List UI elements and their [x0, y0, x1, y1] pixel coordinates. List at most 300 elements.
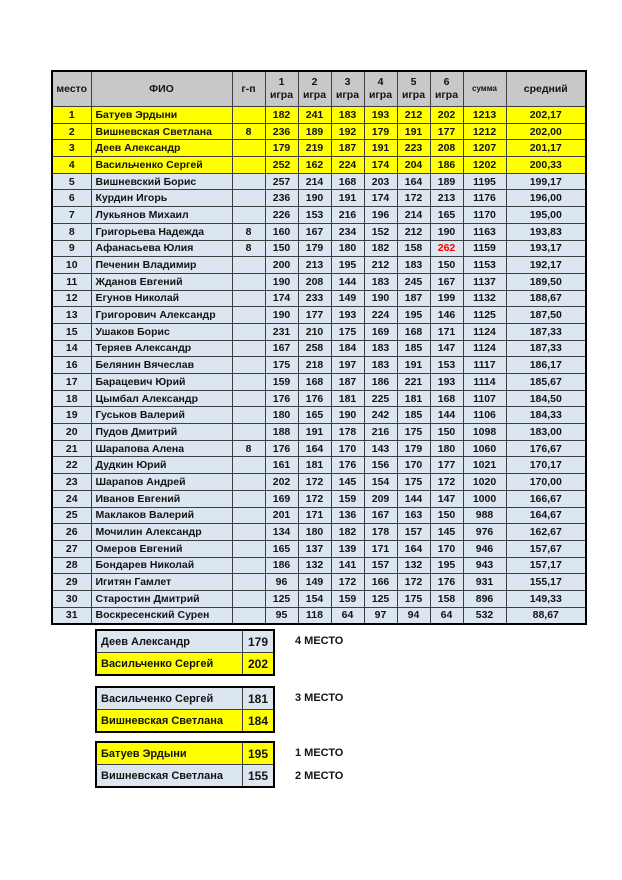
cell-avg: 176,67 [506, 440, 586, 457]
cell-game-1: 95 [265, 607, 298, 624]
cell-place: 15 [52, 323, 91, 340]
header-game-5 [397, 71, 430, 107]
cell-game-4: 166 [364, 574, 397, 591]
table-row [52, 590, 586, 607]
cell-name: Игитян Гамлет [91, 574, 232, 591]
cell-gp [232, 607, 265, 624]
cell-game-6: 150 [430, 257, 463, 274]
cell-game-2: 153 [298, 207, 331, 224]
cell-game-4: 242 [364, 407, 397, 424]
cell-game-6: 145 [430, 524, 463, 541]
cell-game-2: 189 [298, 123, 331, 140]
cell-game-6: 150 [430, 424, 463, 441]
cell-game-6: 147 [430, 340, 463, 357]
cell-game-2: 210 [298, 323, 331, 340]
playoff-score: 179 [243, 630, 275, 653]
table-row [52, 374, 586, 391]
cell-game-3: 193 [331, 307, 364, 324]
cell-game-5: 212 [397, 107, 430, 124]
cell-place: 18 [52, 390, 91, 407]
header-game-4-label: игра [368, 89, 393, 101]
cell-gp [232, 557, 265, 574]
cell-place: 25 [52, 507, 91, 524]
table-row [52, 607, 586, 624]
cell-name: Вишневская Светлана [91, 123, 232, 140]
header-game-6-label: игра [434, 89, 459, 101]
cell-game-1: 226 [265, 207, 298, 224]
cell-game-4: 193 [364, 107, 397, 124]
cell-game-6: 170 [430, 540, 463, 557]
table-row [52, 307, 586, 324]
header-sum: сумма [463, 71, 506, 107]
cell-name: Дудкин Юрий [91, 457, 232, 474]
place-label [295, 710, 343, 733]
cell-game-2: 154 [298, 590, 331, 607]
cell-game-3: 159 [331, 590, 364, 607]
cell-game-2: 168 [298, 374, 331, 391]
cell-game-2: 167 [298, 223, 331, 240]
cell-name: Иванов Евгений [91, 490, 232, 507]
cell-game-5: 245 [397, 273, 430, 290]
cell-name: Маклаков Валерий [91, 507, 232, 524]
cell-place: 5 [52, 173, 91, 190]
cell-game-4: 143 [364, 440, 397, 457]
cell-game-5: 163 [397, 507, 430, 524]
cell-avg: 162,67 [506, 524, 586, 541]
cell-game-6: 202 [430, 107, 463, 124]
cell-gp [232, 340, 265, 357]
header-game-3-num: 3 [344, 76, 351, 89]
cell-game-1: 134 [265, 524, 298, 541]
cell-game-5: 158 [397, 240, 430, 257]
cell-game-1: 125 [265, 590, 298, 607]
header-game-6 [430, 71, 463, 107]
table-row [52, 123, 586, 140]
cell-gp [232, 323, 265, 340]
playoff-score: 195 [243, 742, 275, 765]
cell-place: 9 [52, 240, 91, 257]
table-row [52, 440, 586, 457]
cell-gp [232, 507, 265, 524]
cell-game-6: 193 [430, 374, 463, 391]
cell-avg: 196,00 [506, 190, 586, 207]
header-place: место [52, 71, 91, 107]
table-row [52, 524, 586, 541]
cell-game-1: 176 [265, 440, 298, 457]
cell-game-6: 158 [430, 590, 463, 607]
cell-game-3: 187 [331, 374, 364, 391]
cell-game-3: 159 [331, 490, 364, 507]
cell-avg: 201,17 [506, 140, 586, 157]
cell-name: Курдин Игорь [91, 190, 232, 207]
cell-game-1: 236 [265, 123, 298, 140]
playoff-player-name: Васильченко Сергей [96, 653, 243, 676]
cell-game-6: 177 [430, 123, 463, 140]
cell-gp [232, 574, 265, 591]
cell-avg: 202,17 [506, 107, 586, 124]
cell-game-2: 181 [298, 457, 331, 474]
cell-place: 3 [52, 140, 91, 157]
cell-game-1: 190 [265, 273, 298, 290]
cell-game-4: 156 [364, 457, 397, 474]
cell-avg: 170,00 [506, 474, 586, 491]
cell-game-2: 165 [298, 407, 331, 424]
cell-sum: 1000 [463, 490, 506, 507]
cell-sum: 1124 [463, 340, 506, 357]
cell-avg: 188,67 [506, 290, 586, 307]
cell-game-4: 224 [364, 307, 397, 324]
table-row [52, 240, 586, 257]
cell-game-4: 154 [364, 474, 397, 491]
cell-game-2: 191 [298, 424, 331, 441]
cell-game-4: 179 [364, 123, 397, 140]
header-game-4 [364, 71, 397, 107]
cell-gp [232, 273, 265, 290]
table-row [52, 407, 586, 424]
cell-game-3: 197 [331, 357, 364, 374]
cell-gp [232, 257, 265, 274]
cell-game-2: 213 [298, 257, 331, 274]
playoff-notes [295, 629, 343, 676]
table-row [52, 390, 586, 407]
cell-game-5: 212 [397, 223, 430, 240]
cell-game-2: 162 [298, 157, 331, 174]
cell-name: Бондарев Николай [91, 557, 232, 574]
header-avg: средний [506, 71, 586, 107]
cell-name: Григорович Александр [91, 307, 232, 324]
cell-game-5: 168 [397, 323, 430, 340]
cell-game-4: 125 [364, 590, 397, 607]
place-label: 1 МЕСТО [295, 747, 344, 759]
cell-game-3: 234 [331, 223, 364, 240]
cell-game-1: 165 [265, 540, 298, 557]
playoff-row [96, 742, 274, 765]
table-row [52, 457, 586, 474]
cell-game-1: 175 [265, 357, 298, 374]
cell-game-6: 262 [430, 240, 463, 257]
header-game-5-label: игра [401, 89, 426, 101]
table-row [52, 173, 586, 190]
cell-place: 19 [52, 407, 91, 424]
cell-sum: 1137 [463, 273, 506, 290]
cell-game-5: 181 [397, 390, 430, 407]
cell-sum: 1117 [463, 357, 506, 374]
cell-game-3: 170 [331, 440, 364, 457]
cell-game-3: 191 [331, 190, 364, 207]
cell-game-2: 176 [298, 390, 331, 407]
cell-game-1: 176 [265, 390, 298, 407]
cell-game-5: 183 [397, 257, 430, 274]
playoff-row [96, 687, 274, 710]
playoff-player-name: Вишневская Светлана [96, 765, 243, 788]
cell-game-5: 175 [397, 424, 430, 441]
cell-avg: 189,50 [506, 273, 586, 290]
cell-name: Омеров Евгений [91, 540, 232, 557]
cell-place: 14 [52, 340, 91, 357]
header-game-2-label: игра [302, 89, 327, 101]
cell-game-2: 172 [298, 474, 331, 491]
header-fio: ФИО [91, 71, 232, 107]
cell-game-2: 219 [298, 140, 331, 157]
table-row [52, 574, 586, 591]
table-row [52, 540, 586, 557]
cell-avg: 187,50 [506, 307, 586, 324]
cell-game-4: 183 [364, 273, 397, 290]
cell-gp [232, 390, 265, 407]
cell-game-3: 184 [331, 340, 364, 357]
cell-gp: 8 [232, 240, 265, 257]
cell-game-4: 157 [364, 557, 397, 574]
cell-game-2: 218 [298, 357, 331, 374]
cell-name: Шарапова Алена [91, 440, 232, 457]
place-label: 4 МЕСТО [295, 635, 344, 647]
table-row [52, 207, 586, 224]
cell-game-6: 153 [430, 357, 463, 374]
cell-game-5: 132 [397, 557, 430, 574]
cell-game-2: 208 [298, 273, 331, 290]
playoff-player-name: Васильченко Сергей [96, 687, 243, 710]
cell-game-5: 157 [397, 524, 430, 541]
cell-name: Гуськов Валерий [91, 407, 232, 424]
cell-name: Воскресенский Сурен [91, 607, 232, 624]
cell-gp: 8 [232, 440, 265, 457]
cell-game-4: 212 [364, 257, 397, 274]
playoff-notes [295, 741, 343, 788]
cell-game-6: 165 [430, 207, 463, 224]
cell-game-1: 200 [265, 257, 298, 274]
cell-gp [232, 207, 265, 224]
cell-avg: 170,17 [506, 457, 586, 474]
cell-game-4: 186 [364, 374, 397, 391]
cell-game-1: 236 [265, 190, 298, 207]
cell-game-2: 179 [298, 240, 331, 257]
cell-game-6: 199 [430, 290, 463, 307]
cell-name: Вишневский Борис [91, 173, 232, 190]
cell-avg: 202,00 [506, 123, 586, 140]
cell-game-4: 203 [364, 173, 397, 190]
cell-name: Печенин Владимир [91, 257, 232, 274]
cell-game-5: 221 [397, 374, 430, 391]
cell-place: 28 [52, 557, 91, 574]
cell-avg: 157,17 [506, 557, 586, 574]
cell-sum: 1114 [463, 374, 506, 391]
cell-name: Белянин Вячеслав [91, 357, 232, 374]
cell-gp [232, 107, 265, 124]
cell-game-6: 147 [430, 490, 463, 507]
cell-avg: 157,67 [506, 540, 586, 557]
table-row [52, 490, 586, 507]
cell-name: Барацевич Юрий [91, 374, 232, 391]
cell-place: 4 [52, 157, 91, 174]
cell-sum: 1107 [463, 390, 506, 407]
cell-game-1: 174 [265, 290, 298, 307]
cell-game-1: 186 [265, 557, 298, 574]
cell-game-2: 177 [298, 307, 331, 324]
cell-game-4: 152 [364, 223, 397, 240]
cell-game-5: 185 [397, 407, 430, 424]
cell-game-3: 175 [331, 323, 364, 340]
cell-game-6: 177 [430, 457, 463, 474]
cell-avg: 149,33 [506, 590, 586, 607]
cell-game-3: 195 [331, 257, 364, 274]
cell-place: 27 [52, 540, 91, 557]
cell-sum: 931 [463, 574, 506, 591]
playoff-table [95, 629, 275, 676]
cell-name: Мочилин Александр [91, 524, 232, 541]
cell-place: 12 [52, 290, 91, 307]
cell-game-6: 171 [430, 323, 463, 340]
cell-game-4: 183 [364, 357, 397, 374]
cell-game-5: 170 [397, 457, 430, 474]
cell-place: 11 [52, 273, 91, 290]
cell-name: Жданов Евгений [91, 273, 232, 290]
cell-game-2: 233 [298, 290, 331, 307]
cell-game-5: 187 [397, 290, 430, 307]
cell-sum: 1213 [463, 107, 506, 124]
playoff-table [95, 686, 275, 733]
cell-gp [232, 474, 265, 491]
cell-game-4: 169 [364, 323, 397, 340]
playoff-player-name: Вишневская Светлана [96, 710, 243, 733]
cell-sum: 532 [463, 607, 506, 624]
cell-place: 29 [52, 574, 91, 591]
cell-game-4: 174 [364, 190, 397, 207]
cell-sum: 943 [463, 557, 506, 574]
cell-game-3: 145 [331, 474, 364, 491]
cell-game-5: 191 [397, 123, 430, 140]
cell-sum: 976 [463, 524, 506, 541]
cell-game-1: 180 [265, 407, 298, 424]
cell-name: Пудов Дмитрий [91, 424, 232, 441]
cell-sum: 1212 [463, 123, 506, 140]
cell-place: 10 [52, 257, 91, 274]
cell-game-1: 150 [265, 240, 298, 257]
cell-sum: 1106 [463, 407, 506, 424]
playoff-row [96, 765, 274, 788]
cell-game-1: 201 [265, 507, 298, 524]
header-game-2-num: 2 [311, 76, 318, 89]
cell-game-4: 216 [364, 424, 397, 441]
cell-game-5: 214 [397, 207, 430, 224]
cell-game-5: 175 [397, 590, 430, 607]
cell-game-4: 225 [364, 390, 397, 407]
cell-game-2: 190 [298, 190, 331, 207]
cell-game-2: 241 [298, 107, 331, 124]
cell-sum: 1176 [463, 190, 506, 207]
cell-name: Батуев Эрдыни [91, 107, 232, 124]
cell-game-4: 183 [364, 340, 397, 357]
table-row [52, 424, 586, 441]
cell-game-3: 136 [331, 507, 364, 524]
cell-name: Васильченко Сергей [91, 157, 232, 174]
cell-game-4: 190 [364, 290, 397, 307]
cell-sum: 896 [463, 590, 506, 607]
cell-avg: 193,83 [506, 223, 586, 240]
table-row [52, 107, 586, 124]
header-game-1-num: 1 [278, 76, 285, 89]
cell-name: Афанасьева Юлия [91, 240, 232, 257]
cell-game-4: 171 [364, 540, 397, 557]
header-game-4-num: 4 [377, 76, 384, 89]
cell-game-1: 96 [265, 574, 298, 591]
playoff-score: 202 [243, 653, 275, 676]
cell-gp [232, 173, 265, 190]
table-row [52, 140, 586, 157]
cell-sum: 1124 [463, 323, 506, 340]
cell-game-6: 176 [430, 574, 463, 591]
playoff-score: 181 [243, 687, 275, 710]
cell-game-5: 144 [397, 490, 430, 507]
cell-gp [232, 424, 265, 441]
cell-game-3: 224 [331, 157, 364, 174]
cell-avg: 164,67 [506, 507, 586, 524]
table-row [52, 340, 586, 357]
cell-game-2: 132 [298, 557, 331, 574]
cell-game-6: 167 [430, 273, 463, 290]
cell-place: 23 [52, 474, 91, 491]
cell-gp [232, 140, 265, 157]
cell-game-1: 167 [265, 340, 298, 357]
cell-game-3: 183 [331, 107, 364, 124]
cell-game-1: 257 [265, 173, 298, 190]
cell-avg: 166,67 [506, 490, 586, 507]
cell-sum: 1207 [463, 140, 506, 157]
playoff-final-4th [95, 629, 343, 676]
cell-game-6: 190 [430, 223, 463, 240]
table-row [52, 223, 586, 240]
cell-game-6: 64 [430, 607, 463, 624]
cell-game-1: 202 [265, 474, 298, 491]
cell-sum: 1021 [463, 457, 506, 474]
cell-gp [232, 590, 265, 607]
cell-gp [232, 357, 265, 374]
cell-game-2: 258 [298, 340, 331, 357]
playoff-final-1st [95, 741, 343, 788]
cell-place: 1 [52, 107, 91, 124]
header-game-3-label: игра [335, 89, 360, 101]
cell-place: 7 [52, 207, 91, 224]
cell-avg: 200,33 [506, 157, 586, 174]
cell-game-6: 146 [430, 307, 463, 324]
header-game-1-label: игра [269, 89, 294, 101]
cell-place: 21 [52, 440, 91, 457]
cell-game-6: 208 [430, 140, 463, 157]
table-row [52, 357, 586, 374]
cell-game-5: 223 [397, 140, 430, 157]
cell-game-5: 164 [397, 540, 430, 557]
cell-game-1: 252 [265, 157, 298, 174]
cell-gp [232, 307, 265, 324]
cell-gp [232, 457, 265, 474]
cell-game-3: 64 [331, 607, 364, 624]
playoff-row [96, 653, 274, 676]
cell-gp [232, 190, 265, 207]
cell-game-5: 204 [397, 157, 430, 174]
place-label: 2 МЕСТО [295, 770, 344, 782]
cell-gp [232, 407, 265, 424]
cell-game-4: 174 [364, 157, 397, 174]
cell-game-3: 216 [331, 207, 364, 224]
cell-avg: 192,17 [506, 257, 586, 274]
playoff-score: 184 [243, 710, 275, 733]
playoff-player-name: Деев Александр [96, 630, 243, 653]
cell-game-2: 137 [298, 540, 331, 557]
cell-avg: 195,00 [506, 207, 586, 224]
cell-game-3: 181 [331, 390, 364, 407]
playoff-table [95, 741, 275, 788]
cell-game-5: 195 [397, 307, 430, 324]
cell-sum: 1020 [463, 474, 506, 491]
